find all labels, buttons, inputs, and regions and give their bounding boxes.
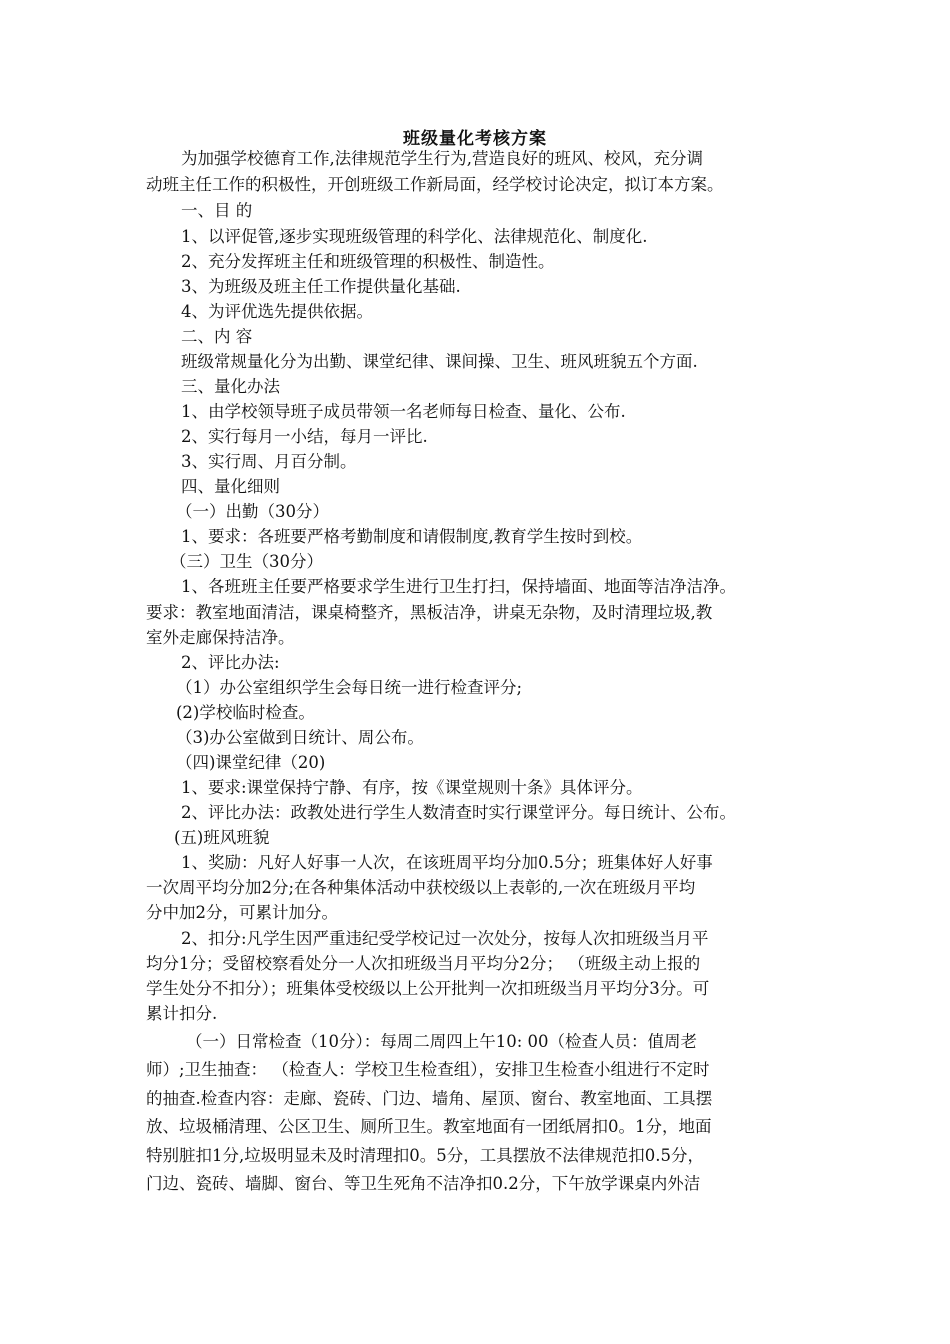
- text-line: 3、实行周、月百分制。: [181, 452, 357, 471]
- subsection-heading: （三）卫生（30分）: [170, 552, 323, 571]
- text-line: 1、由学校领导班子成员带领一名老师每日检查、量化、公布.: [181, 402, 626, 421]
- subsection-heading: （四)课堂纪律（20): [176, 753, 326, 772]
- text-line: 2、实行每月一小结，每月一评比.: [181, 427, 428, 446]
- text-line: 1、各班班主任要严格要求学生进行卫生打扫，保持墙面、地面等洁净洁净。: [181, 577, 736, 596]
- text-line: 2、评比办法：政教处进行学生人数清查时实行课堂评分。每日统计、公布。: [181, 803, 736, 822]
- text-line: 班级常规量化分为出勤、课堂纪律、课间操、卫生、班风班貌五个方面.: [181, 352, 698, 371]
- text-line: （一）日常检查（10分）：每周二周四上午10: 00（检查人员：值周老: [186, 1032, 698, 1051]
- section-heading: 二、内 容: [181, 327, 253, 346]
- text-line: 1、要求：各班要严格考勤制度和请假制度,教育学生按时到校。: [181, 527, 643, 546]
- text-line: 4、为评优选先提供依据。: [181, 302, 373, 321]
- text-line: 特别脏扣1分,垃圾明显未及时清理扣0。5分，工具摆放不法律规范扣0.5分，: [146, 1146, 704, 1165]
- text-line: 分中加2分，可累计加分。: [146, 903, 338, 922]
- text-line: 为加强学校德育工作,法律规范学生行为,营造良好的班风、校风，充分调: [181, 149, 703, 168]
- text-line: 2、评比办法:: [181, 653, 280, 672]
- text-line: 3、为班级及班主任工作提供量化基础.: [181, 277, 461, 296]
- text-line: 要求：教室地面清洁，课桌椅整齐，黑板洁净，讲桌无杂物，及时清理垃圾,教: [146, 603, 713, 622]
- subsection-heading: （一）出勤（30分）: [176, 502, 329, 521]
- text-line: （1）办公室组织学生会每日统一进行检查评分;: [176, 678, 523, 697]
- text-line: 的抽查.检查内容：走廊、瓷砖、门边、墙角、屋顶、窗台、教室地面、工具摆: [146, 1089, 713, 1108]
- text-line: 放、垃圾桶清理、公区卫生、厕所卫生。教室地面有一团纸屑扣0。1分，地面: [146, 1117, 712, 1136]
- text-line: 2、充分发挥班主任和班级管理的积极性、制造性。: [181, 252, 555, 271]
- text-line: 1、奖励：凡好人好事一人次，在该班周平均分加0.5分；班集体好人好事: [181, 853, 713, 872]
- text-line: 1、要求:课堂保持宁静、有序，按《课堂规则十条》具体评分。: [181, 778, 643, 797]
- document-title: 班级量化考核方案: [403, 129, 547, 149]
- text-line: (2)学校临时检查。: [176, 703, 315, 722]
- text-line: （3)办公室做到日统计、周公布。: [176, 728, 424, 747]
- text-line: 一次周平均分加2分;在各种集体活动中获校级以上表彰的,一次在班级月平均: [146, 878, 696, 897]
- text-line: 室外走廊保持洁净。: [146, 628, 295, 647]
- section-heading: 四、量化细则: [181, 477, 280, 496]
- text-line: 1、以评促管,逐步实现班级管理的科学化、法律规范化、制度化.: [181, 227, 648, 246]
- text-line: 累计扣分.: [146, 1004, 218, 1023]
- text-line: 师）;卫生抽查： （检查人：学校卫生检查组），安排卫生检查小组进行不定时: [146, 1060, 710, 1079]
- text-line: 动班主任工作的积极性，开创班级工作新局面，经学校讨论决定，拟订本方案。: [146, 175, 724, 194]
- text-line: 2、扣分:凡学生因严重违纪受学校记过一次处分，按每人次扣班级当月平: [181, 929, 709, 948]
- text-line: 均分1分；受留校察看处分一人次扣班级当月平均分2分； （班级主动上报的: [146, 954, 701, 973]
- section-heading: 一、目 的: [181, 201, 253, 220]
- section-heading: 三、量化办法: [181, 377, 280, 396]
- text-line: 门边、瓷砖、墙脚、窗台、等卫生死角不洁净扣0.2分，下午放学课桌内外洁: [146, 1174, 701, 1193]
- subsection-heading: (五)班风班貌: [174, 828, 270, 847]
- text-line: 学生处分不扣分）；班集体受校级以上公开批判一次扣班级当月平均分3分。可: [146, 979, 710, 998]
